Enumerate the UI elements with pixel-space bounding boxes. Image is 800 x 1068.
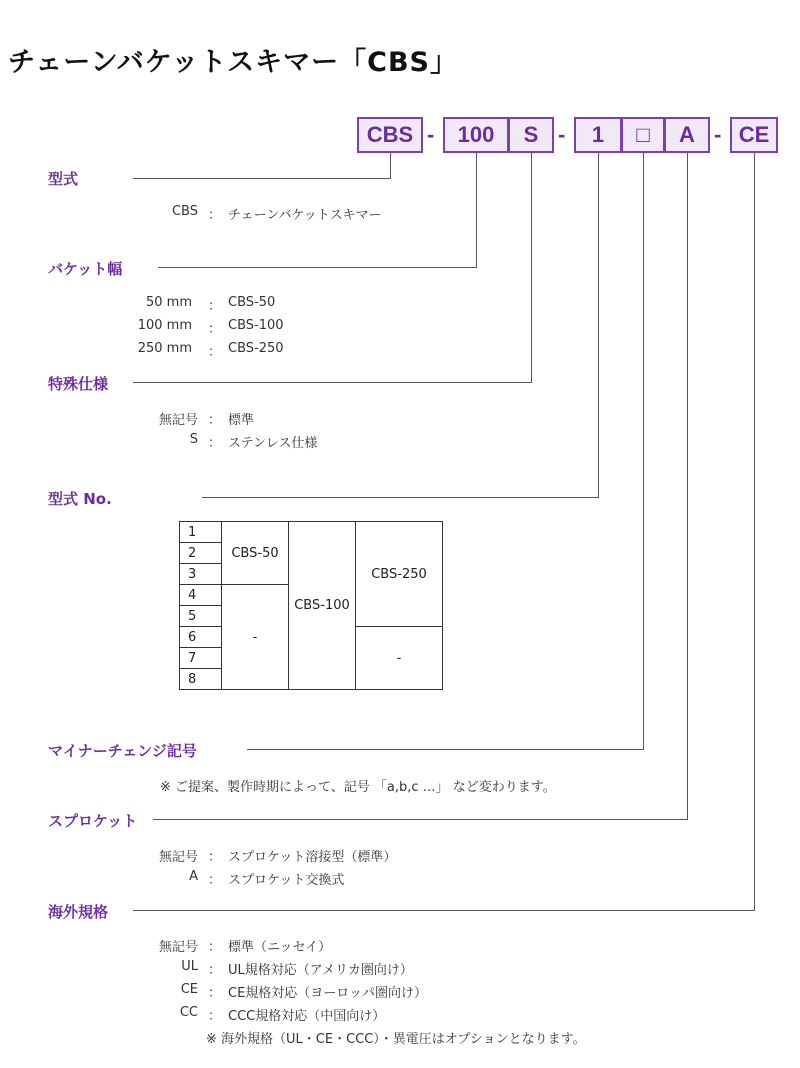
entry-key: CBS [171,204,198,219]
cell-cbs50: CBS-50 [222,522,289,585]
connector-overseas-v [754,153,755,910]
code-box-special: S [508,117,554,153]
heading-sprocket: スプロケット [48,812,138,830]
connector-model-no-v [598,153,599,497]
cell-dash-cbs50: - [222,585,289,690]
connector-special-v [531,153,532,382]
heading-special-spec: 特殊仕様 [48,375,109,393]
page-title: チェーンバケットスキマー「CBS」 [8,47,458,78]
cell-cbs250: CBS-250 [356,522,443,627]
connector-minor-v [643,153,644,749]
table-number: 5 [180,606,222,627]
table-number: 8 [180,669,222,690]
entry-value: チェーンバケットスキマー [228,208,382,223]
entry-key: UL [181,959,198,974]
entry-sep: ： [208,345,222,360]
table-number: 6 [180,627,222,648]
entry-key: 無記号 [158,850,198,865]
code-separator: - [427,122,435,147]
entry-sep: ： [208,986,222,1001]
connector-width-v [476,153,477,267]
entry-key: S [189,432,198,447]
entry-sep: ： [208,1009,222,1024]
entry-sep: ： [208,850,222,865]
heading-bucket-width: バケット幅 [48,260,123,278]
entry-value: スプロケット交換式 [228,873,345,888]
entry-sep: ： [208,940,222,955]
entry-sep: ： [208,322,222,337]
entry-sep: ： [208,873,222,888]
entry-sep: ： [208,436,222,451]
entry-sep: ： [208,413,222,428]
connector-special-h [133,382,532,383]
entry-key: A [189,869,198,884]
connector-sprocket-v [687,153,688,819]
connector-overseas-h [133,910,755,911]
connector-model-line-v [390,153,391,179]
connector-model-no-h [202,497,599,498]
entry-key: CE [180,982,198,997]
entry-sep: ： [208,963,222,978]
entry-key: 50 mm [145,295,192,310]
code-box-sprocket: A [664,117,710,153]
code-box-width: 100 [443,117,509,153]
entry-key: 250 mm [137,341,192,356]
heading-model: 型式 [48,170,79,188]
table-number: 4 [180,585,222,606]
entry-value: ステンレス仕様 [228,436,318,451]
minor-change-note: ※ ご提案、製作時期によって、記号 「a,b,c …」 など変わります。 [160,780,556,795]
entry-value: CBS-100 [228,318,284,333]
overseas-note: ※ 海外規格（UL・CE・CCC）・異電圧はオプションとなります。 [206,1032,586,1047]
table-number: 7 [180,648,222,669]
heading-overseas: 海外規格 [48,903,109,921]
entry-sep: ： [208,208,222,223]
entry-key: 無記号 [158,413,198,428]
entry-value: 標準 [228,413,255,428]
cell-cbs100: CBS-100 [289,522,356,690]
entry-value: スプロケット溶接型（標準） [228,850,397,865]
table-number: 3 [180,564,222,585]
entry-value: CE規格対応（ヨーロッパ圏向け） [228,986,428,1001]
connector-width-h [158,267,477,268]
entry-sep: ： [208,299,222,314]
connector-minor-h [247,749,644,750]
code-box-minor-change: □ [621,117,665,153]
heading-minor-change: マイナーチェンジ記号 [48,742,197,760]
code-separator: - [714,122,722,147]
entry-value: CBS-50 [228,295,276,310]
entry-value: 標準（ニッセイ） [228,940,332,955]
connector-sprocket-h [153,819,688,820]
heading-model-no: 型式 No. [48,490,112,508]
entry-key: CC [179,1005,198,1020]
entry-value: CCC規格対応（中国向け） [228,1009,386,1024]
entry-value: CBS-250 [228,341,284,356]
code-box-model-no: 1 [574,117,622,153]
code-box-overseas: CE [730,117,778,153]
cell-dash-cbs250: - [356,627,443,690]
model-no-table [179,521,443,690]
entry-key: 無記号 [158,940,198,955]
connector-model-line [133,178,391,179]
code-separator: - [558,122,566,147]
table-number: 1 [180,522,222,543]
table-number: 2 [180,543,222,564]
code-box-model: CBS [357,117,423,153]
entry-value: UL規格対応（アメリカ圏向け） [228,963,413,978]
entry-key: 100 mm [137,318,192,333]
